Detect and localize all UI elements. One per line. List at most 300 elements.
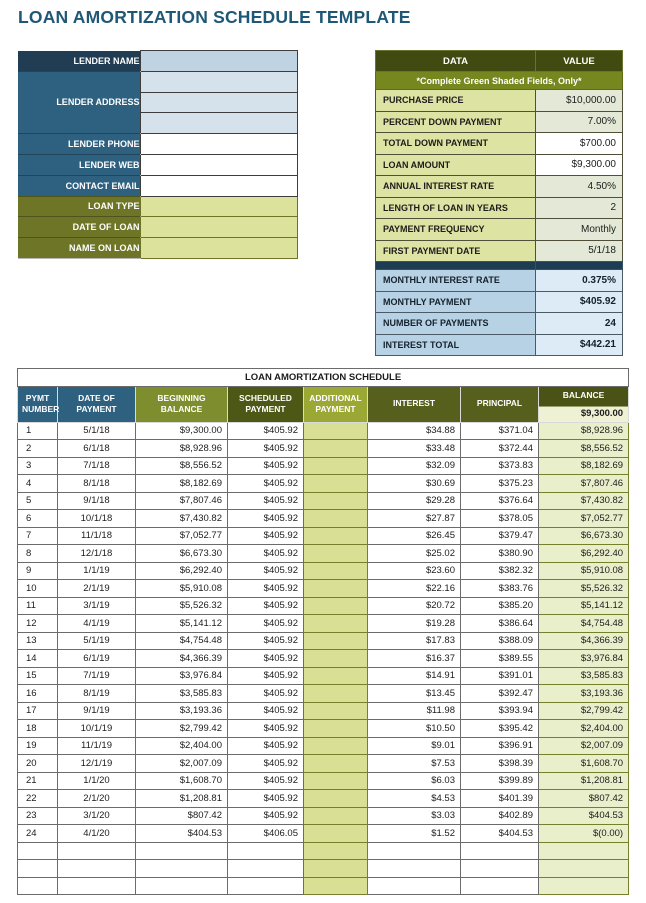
data-row [376,176,623,198]
data-row [376,90,623,112]
interest-cell [368,842,461,860]
schedule-row [18,440,629,458]
balance-cell [539,860,629,878]
green-fields-note: *Complete Green Shaded Fields, Only* [376,72,623,90]
principal-cell: $389.55 [461,650,539,668]
balance-cell: $2,404.00 [539,720,629,738]
lender-form-row [18,71,297,92]
scheduled-payment-cell: $405.92 [228,667,304,685]
principal-cell: $402.89 [461,807,539,825]
beginning-balance-cell: $404.53 [136,825,228,843]
data-value-input-cell[interactable]: 2 [536,197,623,219]
schedule-row [18,510,629,528]
payment-date-cell: 5/1/19 [58,632,136,650]
schedule-header-row [18,386,629,422]
schedule-row [18,702,629,720]
principal-cell: $376.64 [461,492,539,510]
data-row [376,197,623,219]
principal-cell: $373.83 [461,457,539,475]
summary-row [376,313,623,335]
data-value-input-cell[interactable]: Monthly [536,219,623,241]
additional-payment-input-cell[interactable] [304,685,368,703]
balance-cell: $(0.00) [539,825,629,843]
pymt-number-cell: 16 [18,685,58,703]
lender-web-input[interactable] [140,154,297,175]
payment-date-cell: 1/1/20 [58,772,136,790]
balance-cell: $5,141.12 [539,597,629,615]
name-on-loan-label: NAME ON LOAN [18,238,140,259]
balance-cell: $1,608.70 [539,755,629,773]
date-of-loan-label: DATE OF LOAN [18,217,140,238]
lender-name-input[interactable] [140,51,297,72]
balance-header-label: BALANCE [539,387,628,406]
beginning-balance-cell: $7,052.77 [136,527,228,545]
principal-cell: $401.39 [461,790,539,808]
schedule-empty-row [18,842,629,860]
additional-payment-input-cell[interactable] [304,545,368,563]
scheduled-payment-cell: $405.92 [228,790,304,808]
pymt-number-cell: 4 [18,475,58,493]
schedule-row [18,755,629,773]
beginning-balance-cell: $7,807.46 [136,492,228,510]
interest-cell: $1.52 [368,825,461,843]
scheduled-payment-cell: $405.92 [228,440,304,458]
data-row-label: LOAN AMOUNT [376,154,536,176]
interest-cell: $20.72 [368,597,461,615]
additional-payment-input-cell[interactable] [304,422,368,440]
scheduled-payment-cell: $405.92 [228,755,304,773]
interest-cell: $29.28 [368,492,461,510]
separator-cell [376,262,536,270]
principal-cell [461,842,539,860]
beginning-balance-cell [136,842,228,860]
additional-payment-input-cell[interactable] [304,825,368,843]
schedule-row [18,422,629,440]
lender-address-input-2[interactable] [140,92,297,113]
additional-payment-input-cell[interactable] [304,440,368,458]
scheduled-payment-cell: $405.92 [228,720,304,738]
principal-cell: $392.47 [461,685,539,703]
pymt-number-cell: 21 [18,772,58,790]
interest-cell: $17.83 [368,632,461,650]
payment-date-cell: 2/1/19 [58,580,136,598]
scheduled-payment-cell: $406.05 [228,825,304,843]
scheduled-payment-cell [228,877,304,895]
schedule-row [18,615,629,633]
additional-payment-input-cell[interactable] [304,632,368,650]
pymt-number-cell: 1 [18,422,58,440]
beginning-balance-cell: $8,182.69 [136,475,228,493]
pymt-number-cell: 23 [18,807,58,825]
principal-cell: $393.94 [461,702,539,720]
pymt-number-cell: 7 [18,527,58,545]
scheduled-payment-cell: $405.92 [228,685,304,703]
additional-payment-input-cell[interactable] [304,807,368,825]
pymt-number-cell: 19 [18,737,58,755]
interest-cell: $3.03 [368,807,461,825]
payment-date-cell: 10/1/18 [58,510,136,528]
balance-cell: $6,292.40 [539,545,629,563]
pymt-number-cell: 17 [18,702,58,720]
interest-cell: $4.53 [368,790,461,808]
lender-form-table [18,50,298,259]
balance-cell: $8,182.69 [539,457,629,475]
interest-cell [368,860,461,878]
balance-cell: $4,366.39 [539,632,629,650]
balance-cell: $8,556.52 [539,440,629,458]
scheduled-payment-cell: $405.92 [228,632,304,650]
principal-cell: $371.04 [461,422,539,440]
payment-date-cell: 6/1/19 [58,650,136,668]
interest-cell: $11.98 [368,702,461,720]
data-value-input-cell[interactable]: 4.50% [536,176,623,198]
scheduled-payment-cell [228,842,304,860]
beginning-balance-cell: $2,007.09 [136,755,228,773]
schedule-row [18,720,629,738]
contact-email-input[interactable] [140,175,297,196]
principal-cell: $391.01 [461,667,539,685]
principal-cell: $404.53 [461,825,539,843]
payment-date-cell: 7/1/19 [58,667,136,685]
additional-payment-input-cell[interactable] [304,790,368,808]
payment-date-cell: 4/1/20 [58,825,136,843]
payment-date-cell: 3/1/19 [58,597,136,615]
schedule-row [18,667,629,685]
scheduled-payment-cell: $405.92 [228,475,304,493]
summary-row-value: $442.21 [536,334,623,356]
lender-address-label: LENDER ADDRESS [18,71,140,133]
balance-cell: $4,754.48 [539,615,629,633]
lender-form-row [18,175,297,196]
schedule-row [18,545,629,563]
beginning-balance-cell: $3,976.84 [136,667,228,685]
scheduled-payment-header: SCHEDULED PAYMENT [228,386,304,422]
summary-row-label: NUMBER OF PAYMENTS [376,313,536,335]
pymt-number-cell [18,860,58,878]
data-row-label: FIRST PAYMENT DATE [376,240,536,262]
additional-payment-input-cell[interactable] [304,492,368,510]
additional-payment-input-cell[interactable] [304,772,368,790]
data-row [376,154,623,176]
initial-balance-value: $9,300.00 [539,406,628,422]
pymt-number-cell: 12 [18,615,58,633]
scheduled-payment-cell: $405.92 [228,615,304,633]
summary-row [376,334,623,356]
payment-date-cell [58,842,136,860]
beginning-balance-cell: $7,430.82 [136,510,228,528]
lender-form-row [18,134,297,155]
balance-cell: $5,910.08 [539,562,629,580]
summary-row-label: INTEREST TOTAL [376,334,536,356]
data-value-input-cell[interactable]: 7.00% [536,111,623,133]
interest-cell: $30.69 [368,475,461,493]
scheduled-payment-cell: $405.92 [228,772,304,790]
pymt-number-cell: 2 [18,440,58,458]
summary-row-label: MONTHLY INTEREST RATE [376,270,536,292]
interest-cell: $34.88 [368,422,461,440]
interest-cell: $22.16 [368,580,461,598]
schedule-row [18,457,629,475]
additional-payment-input-cell[interactable] [304,737,368,755]
value-column-header: VALUE [536,51,623,72]
lender-name-label: LENDER NAME [18,51,140,72]
additional-payment-input-cell[interactable] [304,615,368,633]
loan-type-label: LOAN TYPE [18,196,140,217]
pymt-number-cell: 13 [18,632,58,650]
additional-payment-input-cell[interactable] [304,667,368,685]
data-row [376,133,623,155]
pymt-number-cell: 22 [18,790,58,808]
summary-separator-row [376,262,623,270]
schedule-row [18,597,629,615]
additional-payment-input-cell[interactable] [304,860,368,878]
summary-row [376,291,623,313]
principal-cell: $382.32 [461,562,539,580]
pymt-number-cell: 6 [18,510,58,528]
principal-cell: $399.89 [461,772,539,790]
schedule-row [18,790,629,808]
payment-date-cell: 1/1/19 [58,562,136,580]
additional-payment-input-cell[interactable] [304,510,368,528]
name-on-loan-input[interactable] [140,238,297,259]
schedule-row [18,492,629,510]
interest-cell [368,877,461,895]
additional-payment-input-cell[interactable] [304,702,368,720]
scheduled-payment-cell: $405.92 [228,562,304,580]
pymt-number-cell: 18 [18,720,58,738]
principal-cell: $395.42 [461,720,539,738]
data-value-computed-cell: $9,300.00 [536,154,623,176]
data-table-note-row [376,72,623,90]
payment-date-cell: 11/1/18 [58,527,136,545]
lender-form-row [18,238,297,259]
interest-cell: $13.45 [368,685,461,703]
data-row-label: ANNUAL INTEREST RATE [376,176,536,198]
beginning-balance-cell [136,877,228,895]
payment-date-cell: 12/1/19 [58,755,136,773]
schedule-row [18,772,629,790]
scheduled-payment-cell: $405.92 [228,492,304,510]
principal-cell: $396.91 [461,737,539,755]
schedule-row [18,807,629,825]
lender-form-row [18,217,297,238]
principal-cell: $388.09 [461,632,539,650]
payment-date-cell: 3/1/20 [58,807,136,825]
pymt-number-cell: 9 [18,562,58,580]
data-row-label: PERCENT DOWN PAYMENT [376,111,536,133]
beginning-balance-cell [136,860,228,878]
payment-date-cell: 8/1/18 [58,475,136,493]
data-row [376,240,623,262]
interest-header: INTEREST [368,386,461,422]
additional-payment-input-cell[interactable] [304,527,368,545]
schedule-row [18,527,629,545]
pymt-number-cell: 20 [18,755,58,773]
interest-cell: $19.28 [368,615,461,633]
data-row [376,219,623,241]
interest-cell: $7.53 [368,755,461,773]
interest-cell: $16.37 [368,650,461,668]
data-value-input-cell[interactable]: $10,000.00 [536,90,623,112]
interest-cell: $27.87 [368,510,461,528]
schedule-row [18,580,629,598]
summary-row-value: 24 [536,313,623,335]
schedule-title-row [18,369,629,387]
principal-cell: $383.76 [461,580,539,598]
interest-cell: $25.02 [368,545,461,563]
data-table-header-row [376,51,623,72]
balance-cell: $3,976.84 [539,650,629,668]
summary-row [376,270,623,292]
payment-date-cell: 10/1/19 [58,720,136,738]
schedule-title: LOAN AMORTIZATION SCHEDULE [18,369,629,387]
beginning-balance-cell: $4,366.39 [136,650,228,668]
principal-cell [461,860,539,878]
pymt-number-cell: 14 [18,650,58,668]
payment-date-cell: 8/1/19 [58,685,136,703]
additional-payment-input-cell[interactable] [304,720,368,738]
balance-cell: $5,526.32 [539,580,629,598]
lender-phone-label: LENDER PHONE [18,134,140,155]
payment-date-cell: 11/1/19 [58,737,136,755]
beginning-balance-cell: $1,208.81 [136,790,228,808]
additional-payment-input-cell[interactable] [304,755,368,773]
lender-address-input-1[interactable] [140,71,297,92]
scheduled-payment-cell: $405.92 [228,580,304,598]
schedule-row [18,825,629,843]
beginning-balance-header: BEGINNING BALANCE [136,386,228,422]
balance-cell: $7,430.82 [539,492,629,510]
additional-payment-input-cell[interactable] [304,562,368,580]
additional-payment-input-cell[interactable] [304,842,368,860]
additional-payment-input-cell[interactable] [304,650,368,668]
beginning-balance-cell: $5,910.08 [136,580,228,598]
beginning-balance-cell: $4,754.48 [136,632,228,650]
scheduled-payment-cell: $405.92 [228,737,304,755]
pymt-number-cell: 5 [18,492,58,510]
summary-row-value: $405.92 [536,291,623,313]
payment-date-cell [58,877,136,895]
pymt-number-cell: 24 [18,825,58,843]
additional-payment-input-cell[interactable] [304,580,368,598]
balance-cell: $1,208.81 [539,772,629,790]
lender-phone-input[interactable] [140,134,297,155]
schedule-empty-row [18,860,629,878]
beginning-balance-cell: $3,585.83 [136,685,228,703]
principal-cell: $385.20 [461,597,539,615]
beginning-balance-cell: $3,193.36 [136,702,228,720]
principal-cell: $372.44 [461,440,539,458]
data-row-label: PAYMENT FREQUENCY [376,219,536,241]
additional-payment-input-cell[interactable] [304,877,368,895]
schedule-row [18,737,629,755]
balance-header [539,386,629,422]
data-column-header: DATA [376,51,536,72]
schedule-row [18,685,629,703]
principal-cell: $398.39 [461,755,539,773]
data-value-computed-cell: $700.00 [536,133,623,155]
interest-cell: $32.09 [368,457,461,475]
lender-address-input-3[interactable] [140,113,297,134]
data-value-input-cell[interactable]: 5/1/18 [536,240,623,262]
beginning-balance-cell: $2,799.42 [136,720,228,738]
schedule-row [18,632,629,650]
pymt-number-cell [18,877,58,895]
data-row-label: TOTAL DOWN PAYMENT [376,133,536,155]
lender-form-row [18,196,297,217]
data-row-label: PURCHASE PRICE [376,90,536,112]
beginning-balance-cell: $8,556.52 [136,457,228,475]
pymt-number-cell: 10 [18,580,58,598]
scheduled-payment-cell: $405.92 [228,510,304,528]
additional-payment-input-cell[interactable] [304,597,368,615]
payment-date-cell [58,860,136,878]
scheduled-payment-cell: $405.92 [228,807,304,825]
beginning-balance-cell: $5,141.12 [136,615,228,633]
amortization-schedule-table [17,368,629,895]
beginning-balance-cell: $8,928.96 [136,440,228,458]
principal-cell: $378.05 [461,510,539,528]
principal-cell [461,877,539,895]
interest-cell: $6.03 [368,772,461,790]
beginning-balance-cell: $1,608.70 [136,772,228,790]
payment-date-cell: 9/1/19 [58,702,136,720]
balance-cell: $6,673.30 [539,527,629,545]
page-title: LOAN AMORTIZATION SCHEDULE TEMPLATE [18,7,411,27]
pymt-number-cell: 15 [18,667,58,685]
date-of-loan-input[interactable] [140,217,297,238]
scheduled-payment-cell: $405.92 [228,527,304,545]
schedule-row [18,475,629,493]
contact-email-label: CONTACT EMAIL [18,175,140,196]
pymt-number-cell: 3 [18,457,58,475]
pymt-number-cell: 11 [18,597,58,615]
balance-cell: $7,807.46 [539,475,629,493]
pymt-number-header: PYMT NUMBER [18,386,58,422]
summary-row-value: 0.375% [536,270,623,292]
interest-cell: $23.60 [368,562,461,580]
loan-type-input[interactable] [140,196,297,217]
lender-form-row [18,154,297,175]
payment-date-cell: 6/1/18 [58,440,136,458]
interest-cell: $9.01 [368,737,461,755]
additional-payment-header: ADDITIONAL PAYMENT [304,386,368,422]
beginning-balance-cell: $6,673.30 [136,545,228,563]
principal-cell: $375.23 [461,475,539,493]
payment-date-cell: 5/1/18 [58,422,136,440]
balance-cell: $8,928.96 [539,422,629,440]
balance-cell: $3,193.36 [539,685,629,703]
schedule-row [18,562,629,580]
principal-header: PRINCIPAL [461,386,539,422]
additional-payment-input-cell[interactable] [304,457,368,475]
schedule-row [18,650,629,668]
additional-payment-input-cell[interactable] [304,475,368,493]
interest-cell: $14.91 [368,667,461,685]
balance-cell: $3,585.83 [539,667,629,685]
payment-date-cell: 2/1/20 [58,790,136,808]
loan-data-table [375,50,623,356]
balance-cell: $807.42 [539,790,629,808]
separator-cell [536,262,623,270]
balance-cell: $2,007.09 [539,737,629,755]
pymt-number-cell: 8 [18,545,58,563]
principal-cell: $386.64 [461,615,539,633]
scheduled-payment-cell: $405.92 [228,702,304,720]
scheduled-payment-cell: $405.92 [228,650,304,668]
payment-date-cell: 9/1/18 [58,492,136,510]
schedule-empty-row [18,877,629,895]
